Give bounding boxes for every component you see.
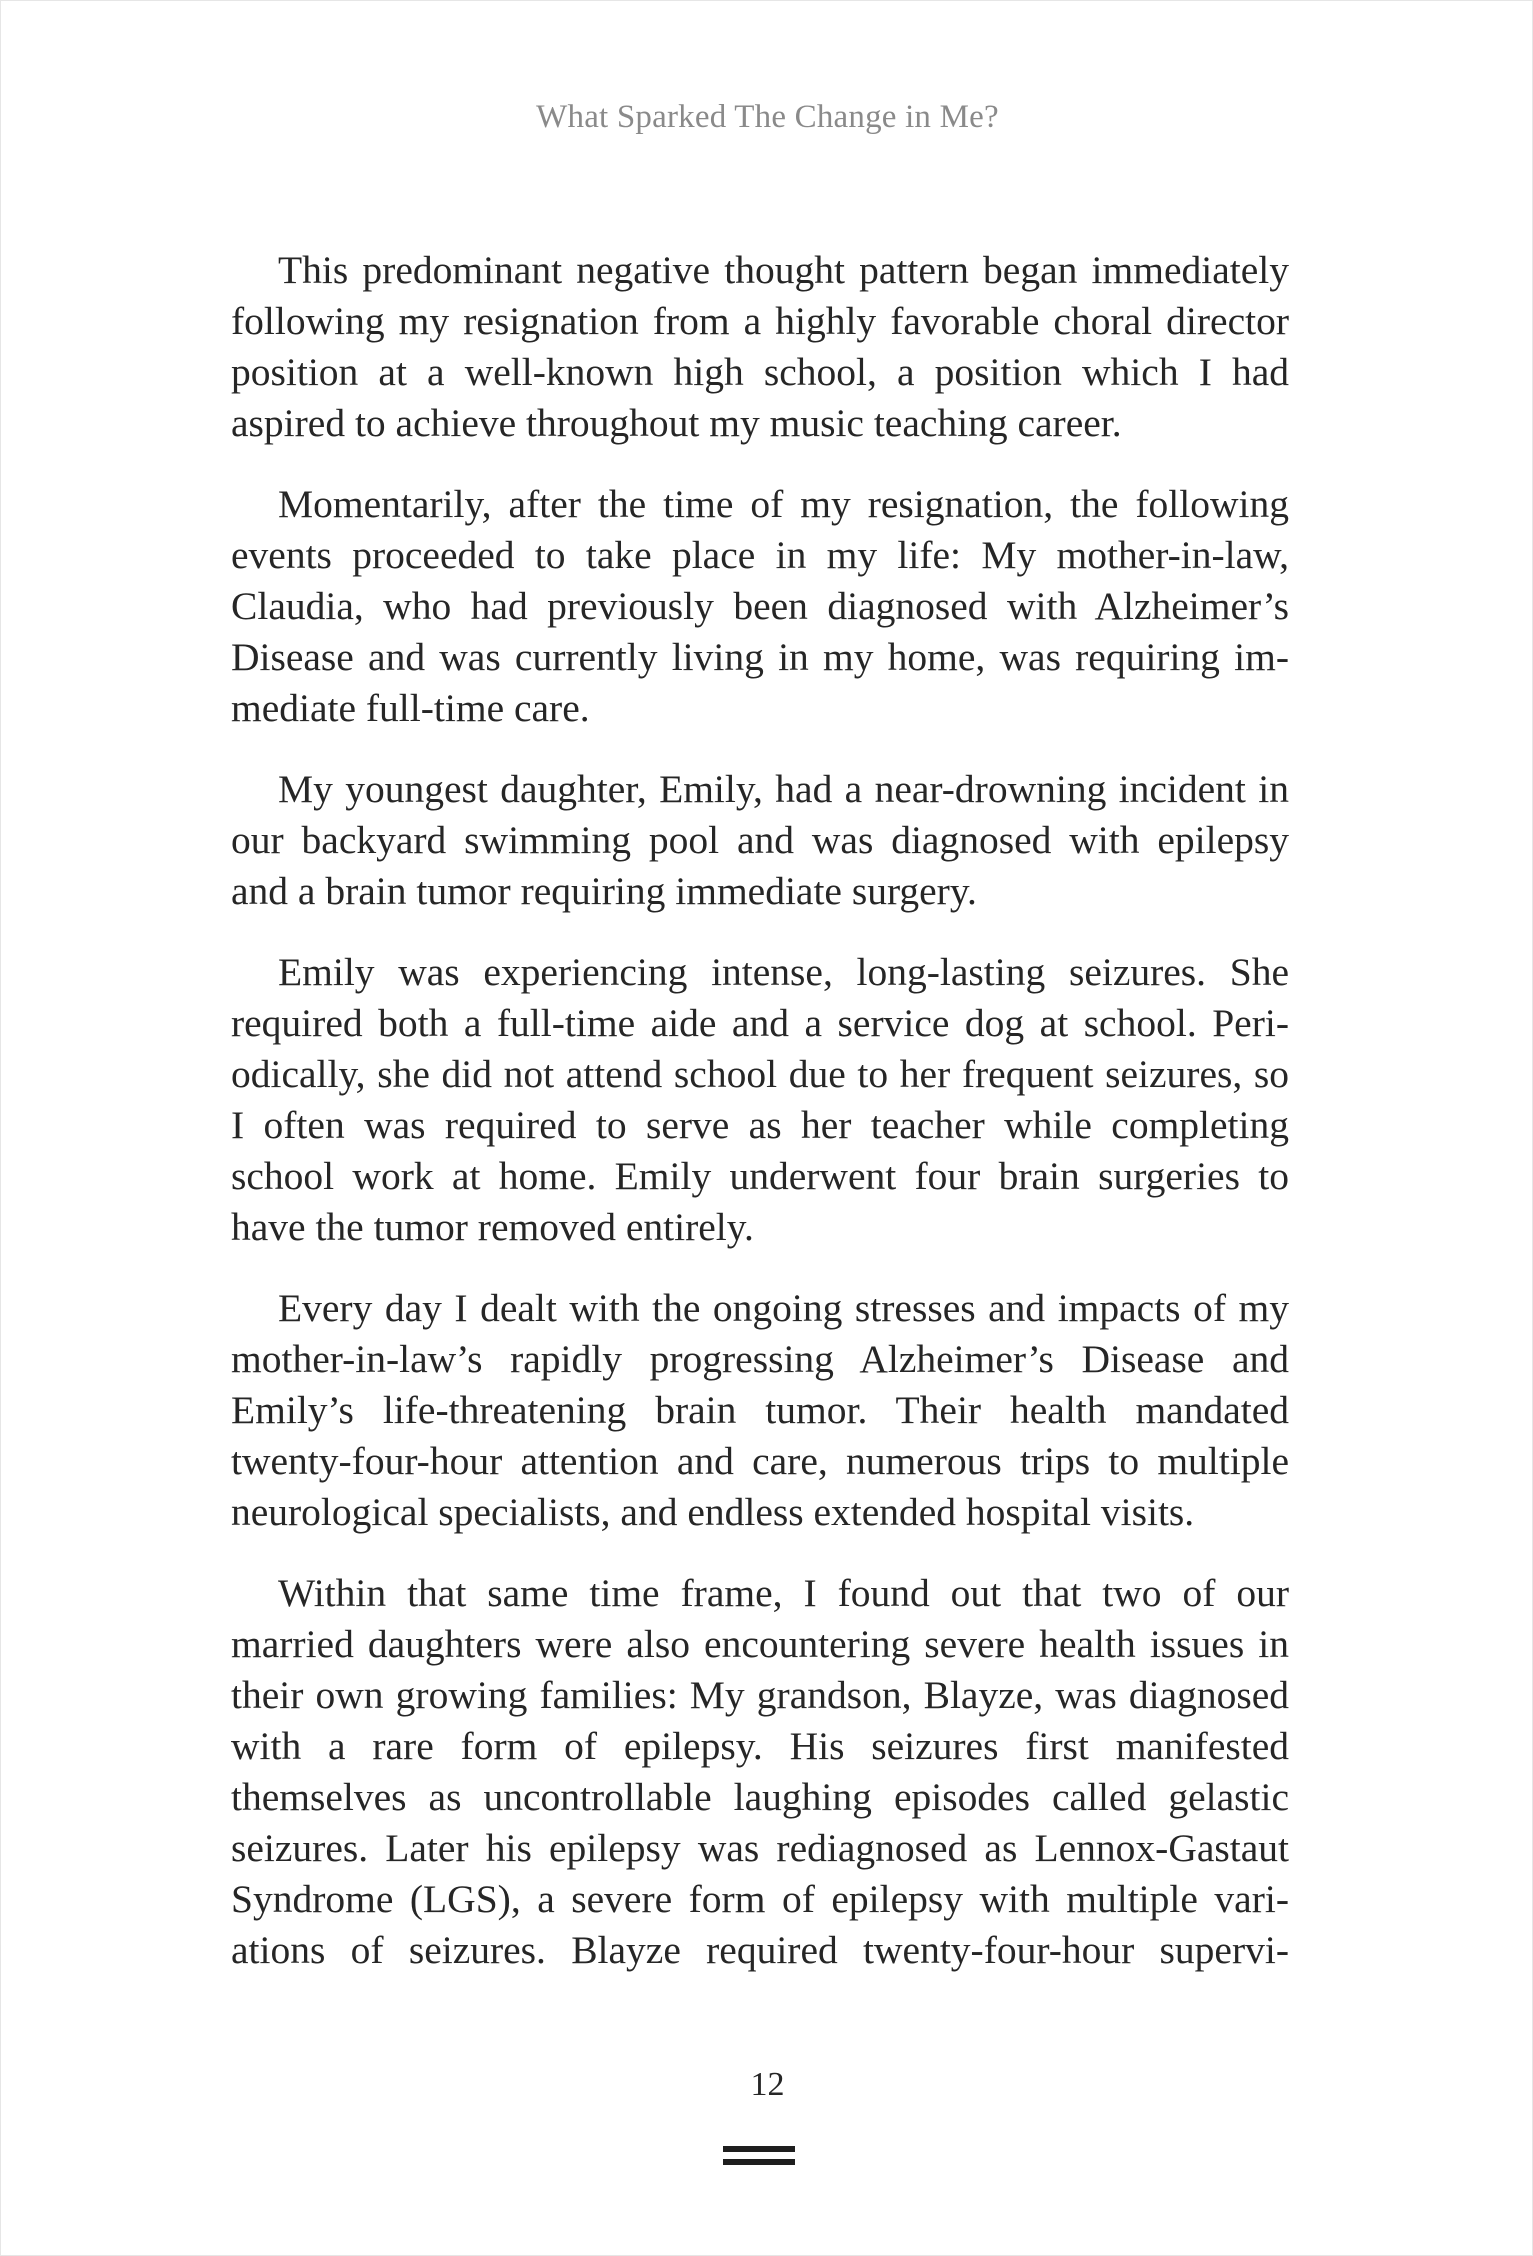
paragraph-6: Within that same time frame, I found out that two of our married daughters were also encountering severe health issues in their own growing families: My grandson, Blayze, was diagnosed with a rare form of epilepsy. His seizures first manifested themselves as uncontrollable laughing episodes called gelastic seizures. Later his epilepsy was rediagnosed as Lennox-Gastaut Syndrome (LGS), a severe form of epilepsy with multiple variations of seizures. Blayze required twenty-four-hour supervi- [231,1571,1289,1972]
running-header-title: What Sparked The Change in Me? [536,99,999,135]
double-rule-ornament-icon-lower [723,2159,795,2165]
paragraph-5: Every day I dealt with the ongoing stresses and impacts of my mother-in-law’s rapidly progressing Alzheimer’s Disease and Emily’s life-threatening brain tumor. Their health mandated twenty-four-hour attention and care, numerous trips to multiple neurological specialists, and endless extended hospital visits. [231,1286,1289,1534]
body-text [231,245,1289,2006]
paragraph-2: Momentarily, after the time of my resignation, the following events proceeded to take place in my life: My mother-in-law, Claudia, who had previously been diagnosed with Alzheimer’s Disease and was currently living in my home, was requiring immediate full-time care. [231,482,1289,730]
paragraph-4: Emily was experiencing intense, long-lasting seizures. She required both a full-time aide and a service dog at school. Periodically, she did not attend school due to her frequent seizures, so I often was required to serve as her teacher while completing school work at home. Emily underwent four brain surgeries to have the tumor removed entirely. [231,950,1289,1249]
paragraph-3: My youngest daughter, Emily, had a near-drowning incident in our backyard swimming pool and was diagnosed with epilepsy and a brain tumor requiring immediate surgery. [231,767,1289,913]
paragraph-1: This predominant negative thought pattern began immediately following my resignation from a highly favorable choral director position at a well-known high school, a position which I had aspired to achieve throughout my music teaching career. [231,248,1289,445]
double-rule-ornament-icon [723,2146,795,2152]
page-number: 12 [750,2066,785,2103]
